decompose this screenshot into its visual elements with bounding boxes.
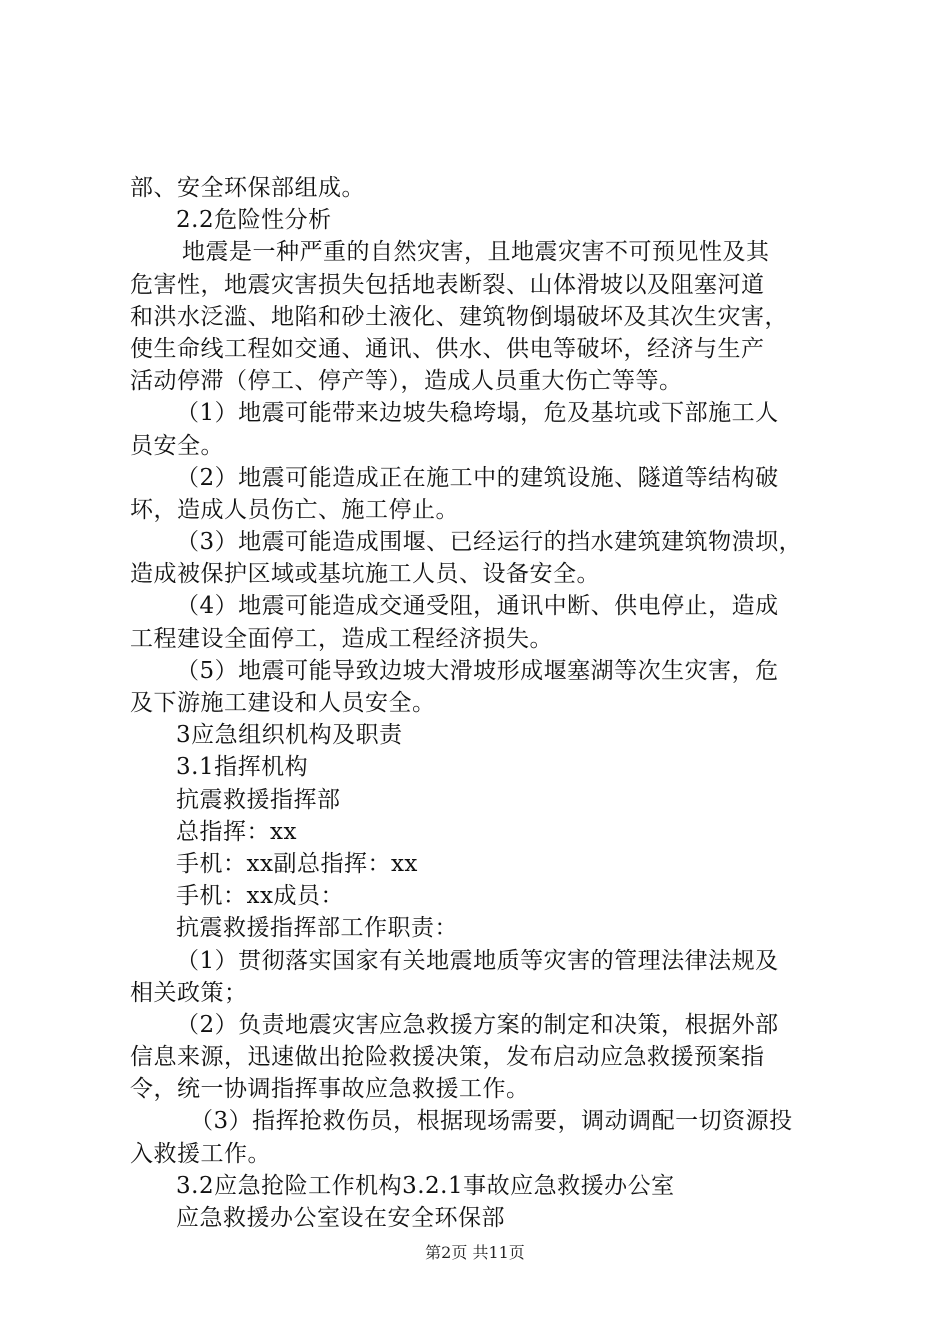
text-line: 手机：xx成员：: [176, 883, 344, 910]
text-line: 危害性，地震灾害损失包括地表断裂、山体滑坡以及阻塞河道: [130, 271, 765, 298]
page-footer: 第2页 共11页: [425, 1243, 525, 1262]
list-item-start: （3）指挥抢救伤员，根据现场需要，调动调配一切资源投: [190, 1108, 793, 1135]
text-line: 入救援工作。: [130, 1140, 271, 1167]
text-line: 及下游施工建设和人员安全。: [130, 690, 436, 716]
text-line: 部、安全环保部组成。: [130, 175, 365, 201]
text-line: 使生命线工程如交通、通讯、供水、供电等破坏，经济与生产: [130, 335, 765, 362]
list-item-start: （1）贯彻落实国家有关地震地质等灾害的管理法律法规及: [176, 947, 779, 974]
text-line: 和洪水泛滥、地陷和砂土液化、建筑物倒塌破坏及其次生灾害，: [130, 303, 788, 330]
text-line: 信息来源，迅速做出抢险救援决策，发布启动应急救援预案指: [130, 1044, 765, 1071]
text-line: 工程建设全面停工，造成工程经济损失。: [130, 625, 553, 652]
text-line: 造成被保护区域或基坑施工人员、设备安全。: [130, 561, 600, 588]
list-item-start: （4）地震可能造成交通受阻，通讯中断、供电停止，造成: [176, 593, 779, 620]
text-line: 应急救援办公室设在安全环保部: [176, 1205, 505, 1231]
section-heading: 2.2危险性分析: [176, 207, 332, 234]
section-heading: 3.1指挥机构: [176, 754, 309, 781]
text-line: 总指挥：xx: [176, 818, 297, 845]
text-line: 抗震救援指挥部工作职责：: [176, 915, 458, 942]
section-heading: 3应急组织机构及职责: [176, 722, 403, 749]
list-item-start: （5）地震可能导致边坡大滑坡形成堰塞湖等次生灾害，危: [176, 657, 779, 684]
text-line: 抗震救援指挥部: [176, 786, 341, 813]
text-line: 手机：xx副总指挥：xx: [176, 850, 418, 877]
list-item-start: （2）地震可能造成正在施工中的建筑设施、隧道等结构破: [176, 464, 779, 491]
text-line: 坏，造成人员伤亡、施工停止。: [130, 496, 459, 523]
section-heading: 3.2应急抢险工作机构3.2.1事故应急救援办公室: [176, 1172, 675, 1199]
list-item-start: （1）地震可能带来边坡失稳垮塌，危及基坑或下部施工人: [176, 400, 779, 427]
document-body: [130, 172, 830, 1234]
paragraph-start: 地震是一种严重的自然灾害，且地震灾害不可预见性及其: [182, 239, 770, 266]
text-line: 员安全。: [130, 432, 224, 459]
text-line: 相关政策；: [130, 979, 248, 1006]
text-line: 活动停滞（停工、停产等），造成人员重大伤亡等等。: [130, 368, 683, 395]
list-item-start: （2）负责地震灾害应急救援方案的制定和决策，根据外部: [176, 1011, 779, 1038]
list-item-start: （3）地震可能造成围堰、已经运行的挡水建筑建筑物溃坝，: [176, 529, 803, 556]
text-line: 令，统一协调指挥事故应急救援工作。: [130, 1076, 530, 1103]
